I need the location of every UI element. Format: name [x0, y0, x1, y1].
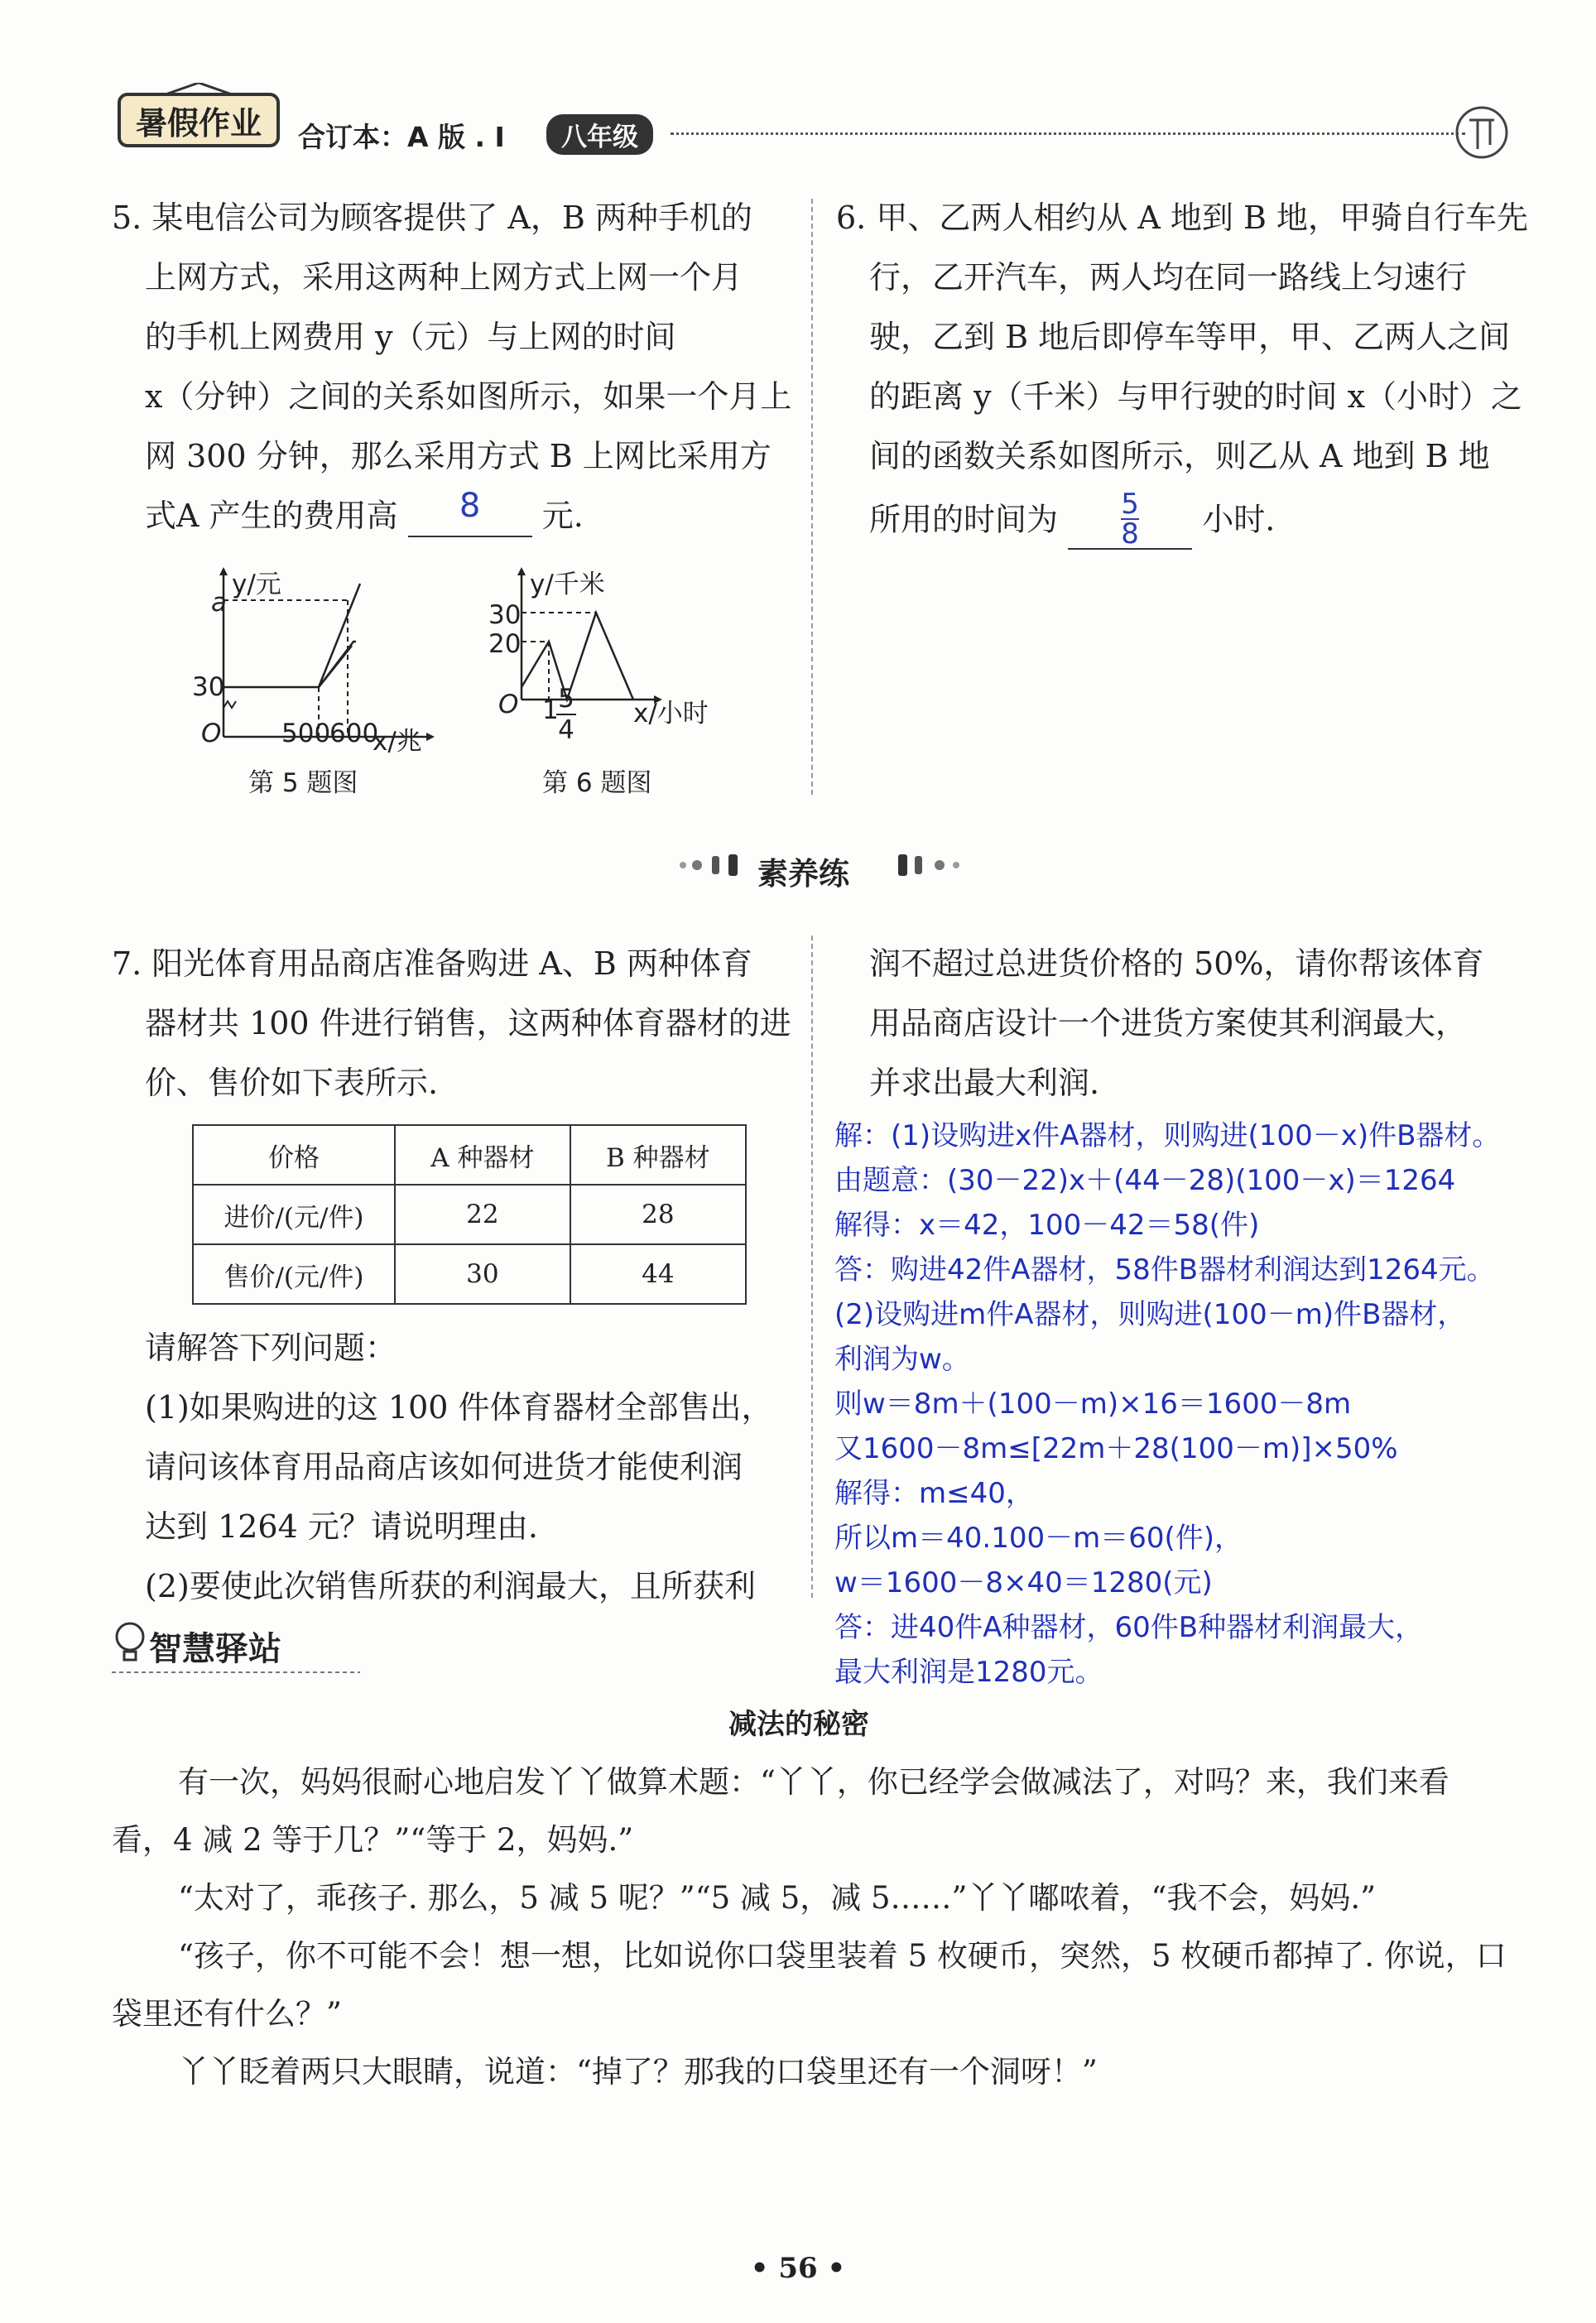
solution-line: 由题意：(30－22)x＋(44－28)(100－x)＝1264	[834, 1164, 1456, 1197]
q6-line: 间的函数关系如图所示，则乙从 A 地到 B 地	[869, 438, 1490, 474]
story-title: 减法的秘密	[728, 1708, 869, 1741]
page-number: • 56 •	[750, 2252, 846, 2285]
q5-last-line	[112, 486, 799, 547]
q5-graph-a: a	[211, 588, 227, 618]
column-divider	[811, 199, 813, 795]
story-paragraph: “太对了，乖孩子. 那么，5 减 5 呢？”“5 减 5，减 5……”丫丫嘟哝着，“我不会，妈妈.”	[178, 1880, 1377, 1916]
q5-graph-500: 500	[281, 719, 331, 748]
table-row	[193, 1185, 746, 1244]
story-paragraph: 袋里还有什么？”	[112, 1996, 342, 2032]
solution-line: 最大利润是1280元。	[834, 1656, 1103, 1689]
q6-graph-x1: 1	[542, 695, 559, 725]
question-7-parts	[145, 1318, 807, 1616]
solution-line: 又1600－8m≤[22m＋28(100－m)]×50%	[834, 1432, 1398, 1465]
question-5	[112, 188, 799, 547]
question-7-right	[869, 934, 1573, 1113]
table-header: A 种器材	[395, 1125, 570, 1185]
q6-line: 所用的时间为	[869, 501, 1059, 538]
q6-line: 行，乙开汽车，两人均在同一路线上匀速行	[869, 259, 1468, 296]
q7-line: 并求出最大利润.	[869, 1065, 1100, 1101]
q5-line: 上网方式，采用这两种上网方式上网一个月	[145, 259, 743, 296]
section-deco-right-icon	[894, 853, 977, 878]
q6-graph-30: 30	[488, 600, 522, 630]
header-logo-icon	[1453, 103, 1511, 161]
solution-line: w＝1600－8×40＝1280(元)	[834, 1566, 1213, 1599]
q6-graph-caption: 第 6 题图	[542, 768, 652, 798]
q6-line: 的距离 y（千米）与甲行驶的时间 x（小时）之	[869, 378, 1523, 415]
table-header: 价格	[193, 1125, 395, 1185]
price-table	[192, 1124, 747, 1305]
q5-line: 5. 某电信公司为顾客提供了 A，B 两种手机的	[112, 200, 752, 236]
q5-answer: 8	[459, 487, 481, 525]
q6-graph-x54	[556, 684, 576, 745]
q5-answer-blank	[408, 476, 532, 537]
q5-graph-xlabel: x/兆	[373, 727, 422, 757]
q7-line: 器材共 100 件进行销售，这两种体育器材的进	[145, 1005, 791, 1041]
q7-line: 用品商店设计一个进货方案使其利润最大，	[869, 1005, 1468, 1041]
table-cell: 进价/(元/件)	[193, 1185, 395, 1244]
lightbulb-icon	[112, 1618, 149, 1668]
table-cell: 44	[570, 1244, 746, 1304]
solution-line: 则w＝8m＋(100－m)×16＝1600－8m	[834, 1388, 1352, 1421]
story-paragraph: 丫丫眨着两只大眼睛，说道：“掉了？那我的口袋里还有一个洞呀！”	[178, 2054, 1098, 2090]
q6-answer-den: 8	[1121, 517, 1139, 551]
q5-line: x（分钟）之间的关系如图所示，如果一个月上	[145, 378, 792, 415]
solution-line: 答：进40件A种器材，60件B种器材利润最大，	[834, 1611, 1424, 1644]
story-paragraph: 有一次，妈妈很耐心地启发丫丫做算术题：“丫丫，你已经学会做减法了，对吗？来，我们来看	[178, 1764, 1449, 1800]
solution-line: 解得：x＝42，100－42＝58(件)	[834, 1209, 1260, 1242]
table-cell: 30	[395, 1244, 570, 1304]
header-rule	[671, 132, 1465, 135]
solution-line: 答：购进42件A器材，58件B器材利润达到1264元。	[834, 1253, 1495, 1287]
wisdom-title: 智慧驿站	[149, 1630, 281, 1668]
q6-answer	[1121, 487, 1139, 551]
q7-line: 7. 阳光体育用品商店准备购进 A、B 两种体育	[112, 945, 752, 982]
q6-graph-ylabel: y/千米	[530, 570, 605, 599]
solution-line: (2)设购进m件A器材，则购进(100－m)件B器材，	[834, 1298, 1466, 1331]
wisdom-underline	[112, 1668, 360, 1676]
q6-graph-x54-num: 5	[558, 684, 574, 714]
q6-answer-blank	[1068, 486, 1192, 550]
q7-line: 价、售价如下表所示.	[145, 1065, 439, 1101]
story-paragraph: “孩子，你不可能不会！想一想，比如说你口袋里装着 5 枚硬币，突然，5 枚硬币都掉了. 你说，口	[178, 1938, 1507, 1974]
solution-line: 所以m＝40.100－m＝60(件)，	[834, 1522, 1243, 1555]
header-badge-text: 暑假作业	[135, 105, 262, 142]
grade-badge: 八年级	[546, 114, 653, 155]
section-deco-left-icon	[671, 853, 753, 878]
q5-graph-origin: O	[201, 719, 222, 748]
q5-graph-30: 30	[192, 672, 225, 702]
table-header: B 种器材	[570, 1125, 746, 1185]
q7-line: 达到 1264 元？请说明理由.	[145, 1508, 538, 1545]
q6-graph-origin: O	[498, 690, 519, 719]
q5-graph-ylabel: y/元	[232, 570, 281, 599]
table-cell: 售价/(元/件)	[193, 1244, 395, 1304]
table-cell: 22	[395, 1185, 570, 1244]
edition-label: 合订本：A 版 . I	[298, 121, 505, 153]
table-cell: 28	[570, 1185, 746, 1244]
question-7	[112, 934, 799, 1113]
section-title: 素养练	[757, 856, 849, 892]
q6-answer-num: 5	[1121, 487, 1139, 521]
table-row	[193, 1244, 746, 1304]
q5-line: 网 300 分钟，那么采用方式 B 上网比采用方	[145, 438, 772, 474]
story-paragraph: 看，4 减 2 等于几？”“等于 2，妈妈.”	[112, 1822, 634, 1858]
question-6	[836, 188, 1565, 550]
q7-line: 请问该体育用品商店该如何进货才能使利润	[145, 1449, 743, 1485]
q7-line: 请解答下列问题：	[145, 1330, 397, 1366]
q7-line: (1)如果购进的这 100 件体育器材全部售出，	[145, 1389, 773, 1426]
q7-line: (2)要使此次销售所获的利润最大，且所获利	[145, 1568, 756, 1604]
story-body	[112, 1753, 1527, 2101]
q5-line: 式A 产生的费用高	[145, 498, 398, 534]
q6-suffix: 小时.	[1202, 501, 1276, 538]
q5-line: 的手机上网费用 y（元）与上网的时间	[145, 319, 676, 355]
q5-suffix: 元.	[541, 498, 584, 534]
q6-graph-20: 20	[488, 629, 522, 659]
q7-line: 润不超过总进货价格的 50%，请你帮该体育	[869, 945, 1484, 982]
q7-solution	[834, 1113, 1579, 1695]
q6-line: 驶，乙到 B 地后即停车等甲，甲、乙两人之间	[869, 319, 1511, 355]
column-divider	[811, 935, 813, 1598]
solution-line: 解得：m≤40，	[834, 1477, 1034, 1510]
table-row	[193, 1125, 746, 1185]
q6-last-line	[836, 486, 1565, 550]
solution-line: 解：(1)设购进x件A器材，则购进(100－x)件B器材。	[834, 1119, 1501, 1152]
q6-line: 6. 甲、乙两人相约从 A 地到 B 地，甲骑自行车先	[836, 200, 1529, 236]
q6-graph-xlabel: x/小时	[633, 699, 709, 729]
q5-graph-600: 600	[329, 719, 379, 748]
q5-graph-caption: 第 5 题图	[248, 768, 358, 798]
q6-graph-x54-den: 4	[556, 714, 576, 745]
solution-line: 利润为w。	[834, 1343, 970, 1376]
